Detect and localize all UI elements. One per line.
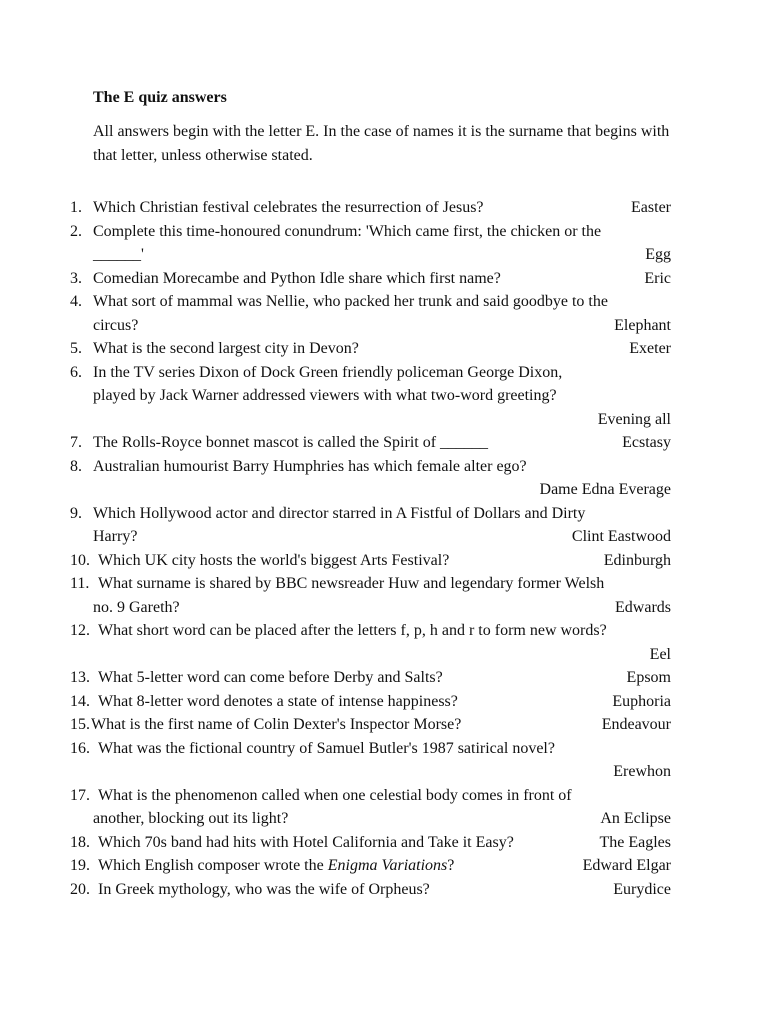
question-item xyxy=(0,431,770,455)
question-line xyxy=(0,290,770,314)
question-text-tail: ? xyxy=(447,857,455,874)
answer-text: Dame Edna Everage xyxy=(539,481,671,498)
answer-text: The Eagles xyxy=(599,833,671,851)
question-text: Complete this time-honoured conundrum: 'Which came first, the chicken or the xyxy=(93,222,602,240)
question-text: ______' xyxy=(93,246,144,263)
question-item xyxy=(0,690,770,714)
question-line xyxy=(0,760,770,784)
intro-paragraph: All answers begin with the letter E. In the case of names it is the surname that begins with that letter, unless otherwise stated. xyxy=(93,123,670,164)
question-item xyxy=(0,549,770,573)
question-line xyxy=(0,431,770,455)
answer-text: Erewhon xyxy=(613,763,671,780)
question-line xyxy=(0,807,770,831)
answer-text: Edinburgh xyxy=(603,551,671,569)
answer-text: Clint Eastwood xyxy=(571,528,671,545)
question-item xyxy=(0,290,770,337)
question-text: What is the first name of Colin Dexter's Inspector Morse? xyxy=(91,716,462,733)
question-line xyxy=(0,878,770,902)
question-text: What short word can be placed after the letters f, p, h and r to form new words? xyxy=(98,622,607,639)
question-item xyxy=(0,619,770,666)
answer-text: Easter xyxy=(631,199,671,216)
question-item xyxy=(0,361,770,432)
question-line xyxy=(0,643,770,667)
answer-text: An Eclipse xyxy=(600,810,671,827)
question-item xyxy=(0,854,770,878)
question-number: 13. xyxy=(70,669,90,686)
answer-text: Exeter xyxy=(629,340,671,357)
answer-text: Eurydice xyxy=(613,880,671,898)
question-number: 2. xyxy=(70,222,82,240)
question-line xyxy=(0,502,770,526)
answer-text: Eel xyxy=(649,645,671,663)
answer-text: Edwards xyxy=(615,598,671,616)
question-line xyxy=(0,267,770,291)
question-text: no. 9 Gareth? xyxy=(93,598,180,616)
question-number: 12. xyxy=(70,622,90,639)
question-text: What is the second largest city in Devon? xyxy=(93,340,359,357)
question-line xyxy=(0,831,770,855)
answer-text: Epsom xyxy=(626,669,671,686)
question-number: 6. xyxy=(70,363,82,381)
question-line xyxy=(0,314,770,338)
answer-text: Euphoria xyxy=(612,692,671,710)
question-text: played by Jack Warner addressed viewers with what two-word greeting? xyxy=(93,387,557,404)
page-title: The E quiz answers xyxy=(93,89,227,106)
question-line xyxy=(0,361,770,385)
question-text: The Rolls-Royce bonnet mascot is called the Spirit of ______ xyxy=(93,434,489,451)
answer-text: Elephant xyxy=(614,316,671,334)
answer-text: Egg xyxy=(645,246,671,263)
question-number: 14. xyxy=(70,692,90,710)
question-line xyxy=(0,220,770,244)
question-item xyxy=(0,502,770,549)
answer-text: Eric xyxy=(644,269,671,287)
question-number: 17. xyxy=(70,786,90,804)
question-line xyxy=(0,854,770,878)
question-line xyxy=(0,572,770,596)
question-text: circus? xyxy=(93,316,139,334)
question-text: What was the fictional country of Samuel Butler's 1987 satirical novel? xyxy=(98,739,555,757)
question-list xyxy=(0,196,770,901)
question-number: 1. xyxy=(70,199,82,216)
question-number: 10. xyxy=(70,551,90,569)
question-text: Which UK city hosts the world's biggest Arts Festival? xyxy=(98,551,450,569)
question-item xyxy=(0,572,770,619)
question-text: Which 70s band had hits with Hotel California and Take it Easy? xyxy=(98,833,514,851)
question-item xyxy=(0,878,770,902)
question-line xyxy=(0,384,770,408)
question-number: 9. xyxy=(70,504,82,522)
question-line xyxy=(0,784,770,808)
question-line xyxy=(0,549,770,573)
question-text: What 8-letter word denotes a state of intense happiness? xyxy=(98,692,458,710)
question-text: What sort of mammal was Nellie, who packed her trunk and said goodbye to the xyxy=(93,293,608,310)
question-text: Which English composer wrote the Enigma Variations? xyxy=(98,857,455,874)
answer-text: Evening all xyxy=(597,410,671,428)
question-item xyxy=(0,455,770,502)
question-number: 11. xyxy=(70,575,90,592)
question-number: 3. xyxy=(70,269,82,287)
question-item xyxy=(0,713,770,737)
question-line xyxy=(0,478,770,502)
question-item xyxy=(0,196,770,220)
italic-title: Enigma Variations xyxy=(327,857,448,874)
question-line xyxy=(0,596,770,620)
question-item xyxy=(0,220,770,267)
question-text: What surname is shared by BBC newsreader Huw and legendary former Welsh xyxy=(98,575,605,592)
question-number: 18. xyxy=(70,833,90,851)
question-number: 19. xyxy=(70,857,90,874)
question-text: What is the phenomenon called when one celestial body comes in front of xyxy=(98,786,572,804)
question-text: Which Hollywood actor and director starred in A Fistful of Dollars and Dirty xyxy=(93,504,586,522)
question-text: In Greek mythology, who was the wife of Orpheus? xyxy=(98,880,430,898)
question-text: another, blocking out its light? xyxy=(93,810,289,827)
question-number: 7. xyxy=(70,434,82,451)
question-number: 16. xyxy=(70,739,90,757)
question-item xyxy=(0,666,770,690)
question-text: In the TV series Dixon of Dock Green friendly policeman George Dixon, xyxy=(93,363,563,381)
question-text: Comedian Morecambe and Python Idle share which first name? xyxy=(93,269,501,287)
question-line xyxy=(0,455,770,479)
question-text: What 5-letter word can come before Derby and Salts? xyxy=(98,669,443,686)
answer-text: Edward Elgar xyxy=(582,857,671,874)
question-line xyxy=(0,737,770,761)
question-line xyxy=(0,243,770,267)
question-text: Harry? xyxy=(93,528,138,545)
question-line xyxy=(0,713,770,737)
answer-text: Endeavour xyxy=(601,716,671,733)
question-line xyxy=(0,619,770,643)
question-item xyxy=(0,831,770,855)
question-line xyxy=(0,196,770,220)
question-number: 15. xyxy=(70,716,90,733)
question-line xyxy=(0,690,770,714)
question-item xyxy=(0,737,770,784)
question-item xyxy=(0,337,770,361)
question-item xyxy=(0,784,770,831)
answer-text: Ecstasy xyxy=(622,434,671,451)
question-number: 5. xyxy=(70,340,82,357)
question-line xyxy=(0,666,770,690)
question-number: 4. xyxy=(70,293,82,310)
question-line xyxy=(0,337,770,361)
question-number: 8. xyxy=(70,457,82,475)
question-line xyxy=(0,525,770,549)
question-text: Australian humourist Barry Humphries has which female alter ego? xyxy=(93,457,527,475)
question-line xyxy=(0,408,770,432)
question-text: Which Christian festival celebrates the resurrection of Jesus? xyxy=(93,199,484,216)
question-item xyxy=(0,267,770,291)
question-number: 20. xyxy=(70,880,90,898)
